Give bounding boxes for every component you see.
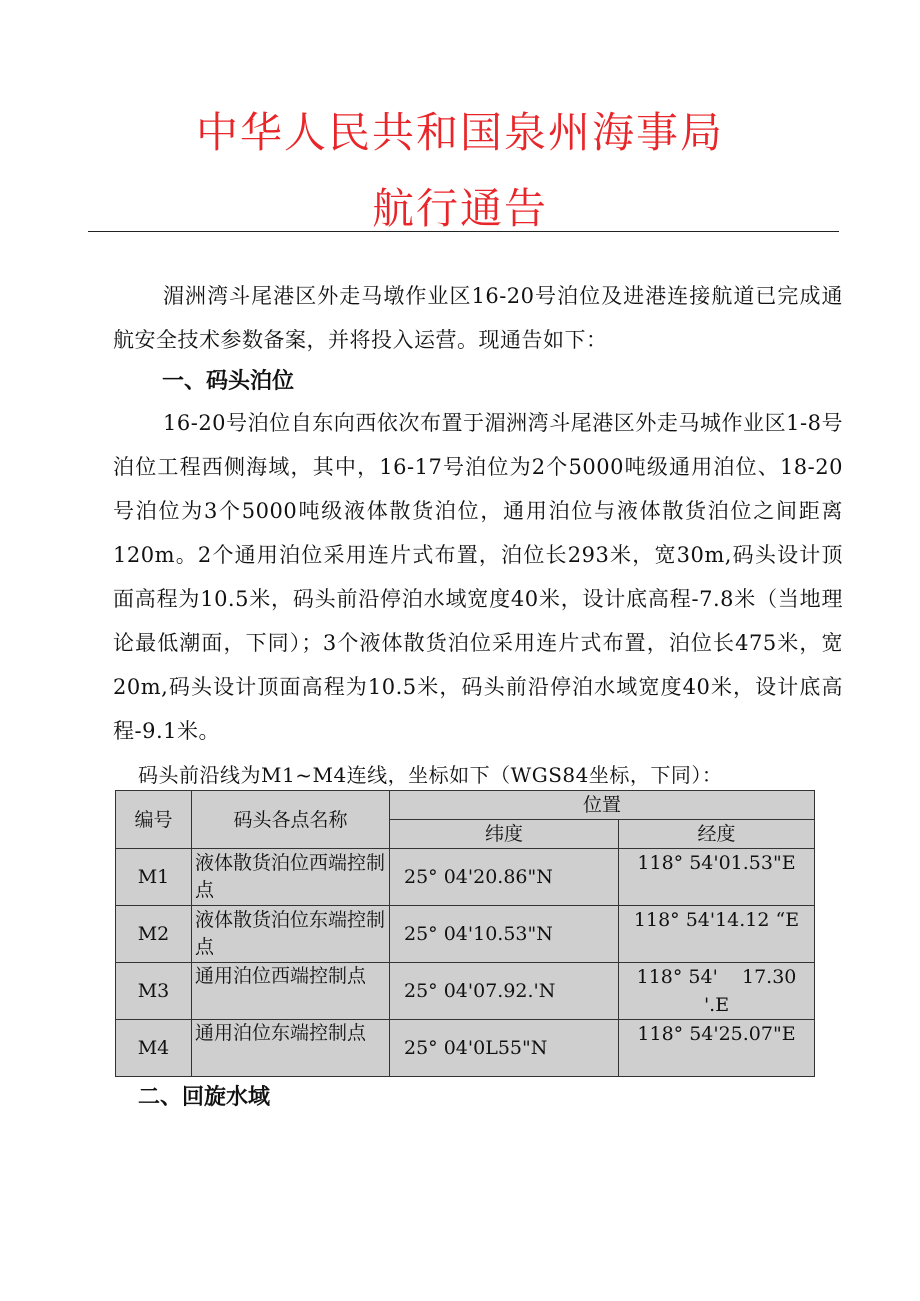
header-no: 编号 <box>116 791 192 849</box>
row-lat: 25° 04'0L55"N <box>390 1020 619 1077</box>
row-no: M2 <box>116 906 192 963</box>
row-name: 液体散货泊位东端控制点 <box>192 906 390 963</box>
row-name: 液体散货泊位西端控制点 <box>192 849 390 906</box>
row-lon: 118° 54'01.53"E <box>619 849 815 906</box>
row-lat: 25° 04'10.53"N <box>390 906 619 963</box>
header-lon: 经度 <box>619 820 815 849</box>
row-lat: 25° 04'07.92.'N <box>390 963 619 1020</box>
row-name: 通用泊位东端控制点 <box>192 1020 390 1077</box>
title-divider <box>88 231 839 232</box>
table-row <box>116 849 815 906</box>
notice-type-title: 航行通告 <box>371 184 548 233</box>
row-no: M4 <box>116 1020 192 1077</box>
row-no: M3 <box>116 963 192 1020</box>
row-lon: 118° 54'25.07"E <box>619 1020 815 1077</box>
row-no: M1 <box>116 849 192 906</box>
row-name: 通用泊位西端控制点 <box>192 963 390 1020</box>
notice-authority-title: 中华人民共和国泉州海事局 <box>195 108 724 157</box>
coordinates-table <box>115 790 815 1077</box>
section1-heading: 一、码头泊位 <box>162 369 295 394</box>
table-row <box>116 906 815 963</box>
table-intro: 码头前沿线为M1~M4连线，坐标如下（WGS84坐标，下同）： <box>138 763 723 787</box>
header-lat: 纬度 <box>390 820 619 849</box>
row-lon: 118° 54' 17.30 '.E <box>619 963 815 1020</box>
intro-paragraph: 湄洲湾斗尾港区外走马墩作业区16-20号泊位及进港连接航道已完成通航安全技术参数备案，并将投入运营。现通告如下： <box>113 284 843 352</box>
section1-body: 16-20号泊位自东向西依次布置于湄洲湾斗尾港区外走马城作业区1-8号泊位工程西侧海域，其中，16-17号泊位为2个5000吨级通用泊位、18-20号泊位为3个5000吨级液体散货泊位，通用泊位与液体散货泊位之间距离120m。2个通用泊位采用连片式布置，泊位长293米，宽30m,码头设计顶面高程为10.5米，码头前沿停泊水域宽度40米，设计底高程-7.8米（当地理论最低潮面，下同）；3个液体散货泊位采用连片式布置，泊位长475米，宽20m,码头设计顶面高程为10.5米，码头前沿停泊水域宽度40米，设计底高程-9.1米。 <box>113 411 843 743</box>
table-row <box>116 963 815 1020</box>
table-row <box>116 1020 815 1077</box>
row-lon: 118° 54'14.12 “E <box>619 906 815 963</box>
section2-heading: 二、回旋水域 <box>138 1085 271 1110</box>
header-position: 位置 <box>390 791 815 820</box>
row-lat: 25° 04'20.86"N <box>390 849 619 906</box>
header-name: 码头各点名称 <box>192 791 390 849</box>
